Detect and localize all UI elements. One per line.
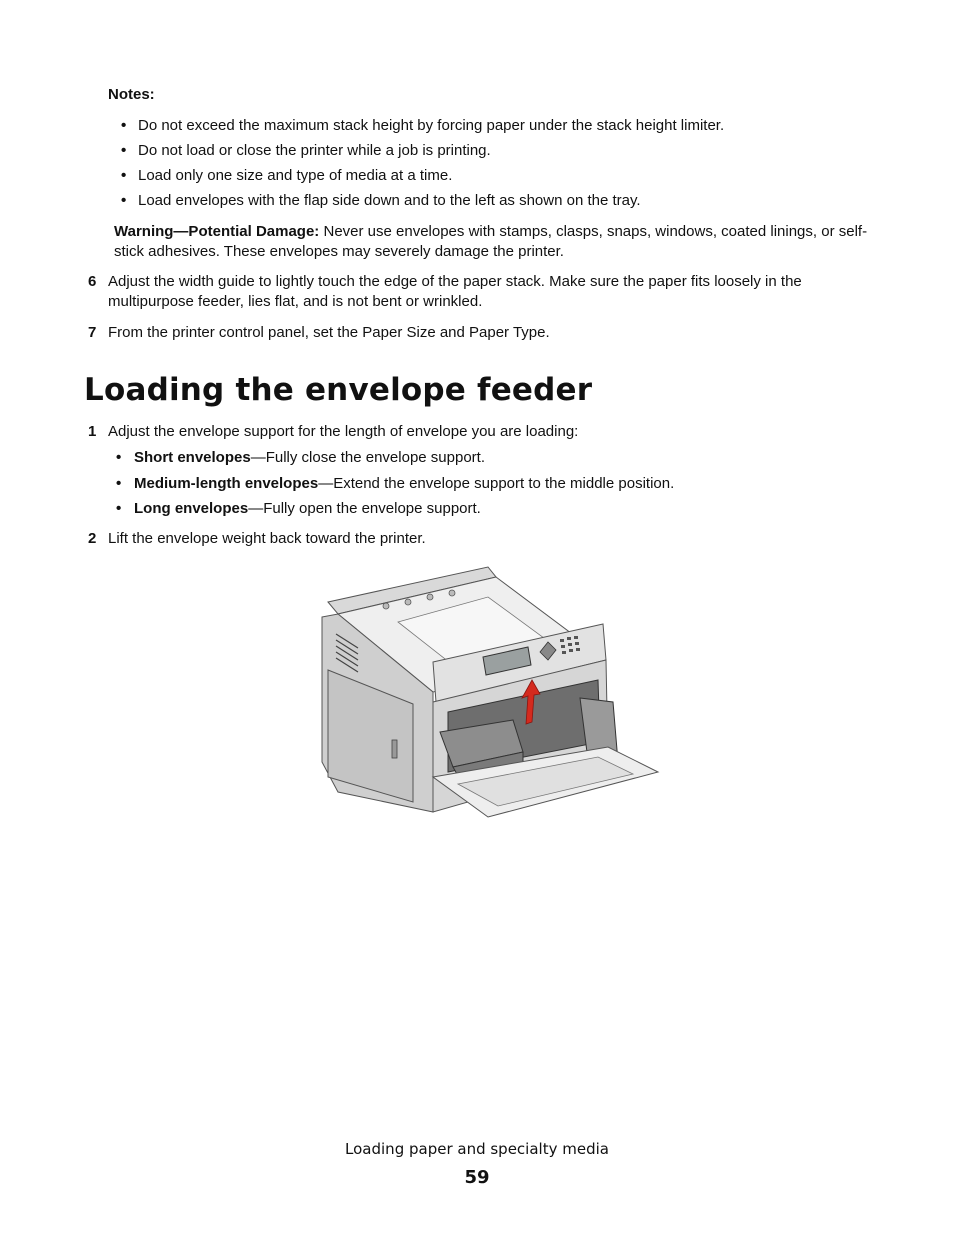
envelope-option [114,471,854,497]
printer-drawing [318,562,660,824]
option-label: Medium-length envelopes [134,474,319,492]
step-text: Lift the envelope weight back toward the printer. [108,530,426,547]
printer-illustration [318,562,660,824]
section-step-2 [88,529,868,549]
section-step-1 [88,422,868,442]
note-text: Load envelopes with the flap side down and to the left as shown on the tray. [138,192,641,209]
step-number: 7 [88,324,97,341]
bullet-icon: • [121,142,127,159]
warning-paragraph [114,222,874,262]
bullet-icon: • [116,474,122,492]
step-text: Adjust the width guide to lightly touch the edge of the paper stack. Make sure the paper fits loosely in the multipurpose feeder, lies flat, and is not bent or wrinkled. [108,273,802,310]
note-text: Load only one size and type of media at a time. [138,167,453,184]
bullet-icon: • [121,192,127,209]
page-number: 59 [464,1167,490,1188]
note-item [108,113,868,138]
note-item [108,163,868,188]
bullet-icon: • [121,117,127,134]
note-item [108,188,868,213]
step-7 [88,323,868,343]
envelope-option [114,496,854,522]
option-label: Long envelopes [134,500,249,517]
bullet-icon: • [121,167,127,184]
notes-list [108,113,868,213]
option-label: Short envelopes [134,449,251,466]
bullet-icon: • [116,500,122,517]
option-text: —Extend the envelope support to the middle position. [318,474,675,492]
footer-chapter-title: Loading paper and specialty media [345,1140,609,1158]
note-text: Do not load or close the printer while a job is printing. [138,142,491,159]
bullet-icon: • [116,449,122,466]
section-heading: Loading the envelope feeder [84,372,593,408]
note-item [108,138,868,163]
envelope-options-list [114,445,854,522]
warning-text: Never use envelopes with stamps, clasps, snaps, windows, coated linings, or self-stick adhesives. These envelopes may severely damage the printer. [114,223,868,260]
step-text: From the printer control panel, set the Paper Size and Paper Type. [108,324,550,341]
notes-heading: Notes: [108,86,155,103]
step-number: 6 [88,273,97,290]
step-number: 1 [88,423,97,440]
step-6 [88,272,868,312]
warning-label: Warning—Potential Damage: [114,223,320,240]
option-text: —Fully close the envelope support. [250,449,485,466]
step-text: Adjust the envelope support for the length of envelope you are loading: [108,423,579,440]
note-text: Do not exceed the maximum stack height by forcing paper under the stack height limiter. [138,117,725,134]
envelope-option [114,445,854,471]
option-text: —Fully open the envelope support. [248,500,481,517]
step-number: 2 [88,530,97,547]
